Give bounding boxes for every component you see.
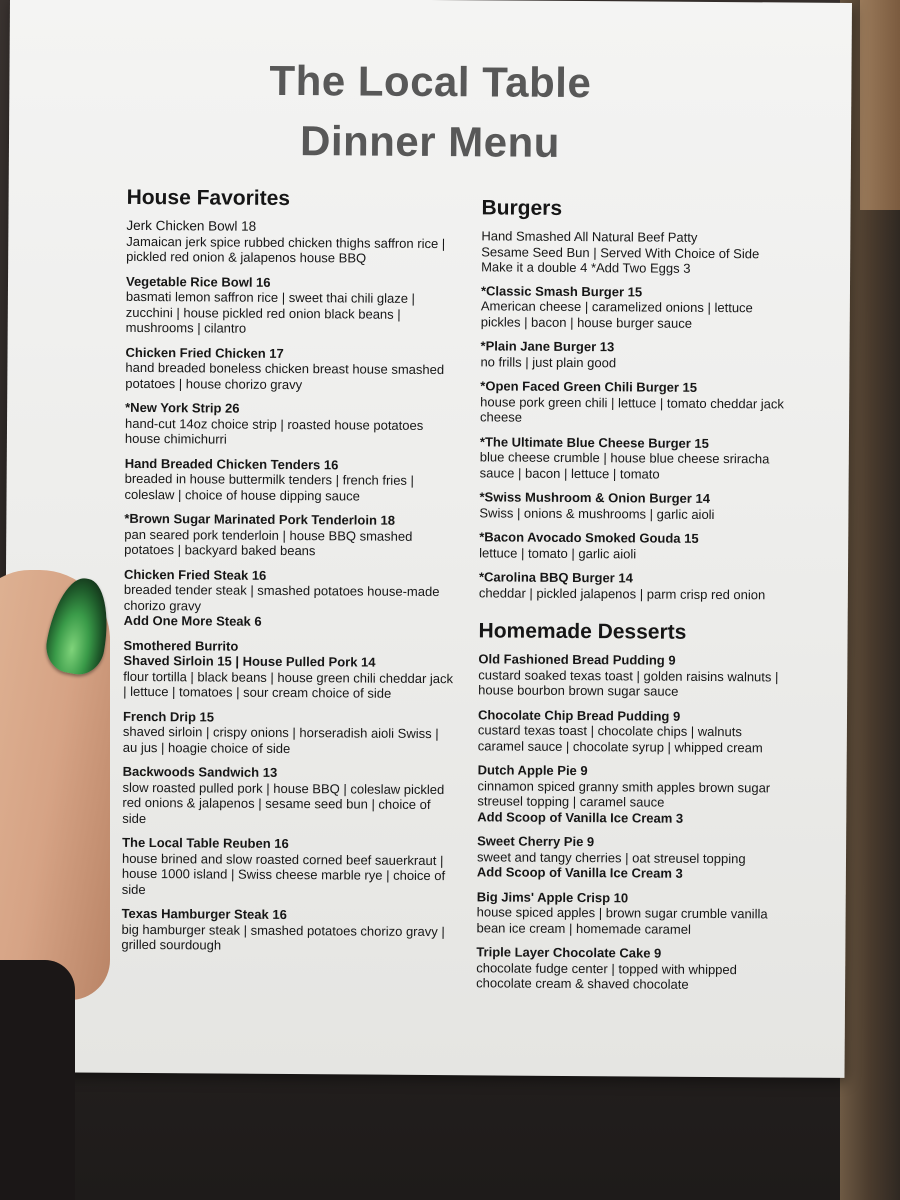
- item-options: Shaved Sirloin 15 | House Pulled Pork 14: [123, 652, 376, 670]
- burgers-desserts-column: [476, 196, 792, 1002]
- item-addon: Add One More Steak 6: [123, 612, 262, 629]
- menu-item: [476, 889, 786, 938]
- house-favorites-column: [121, 186, 456, 964]
- item-description: slow roasted pulled pork | house BBQ | coleslaw pickled red onions & jalapenos | sesame seed bun | choice of side: [122, 779, 445, 826]
- menu-item: [478, 707, 788, 756]
- item-name: Big Jims' Apple Crisp 10: [476, 888, 629, 905]
- burgers-intro-line: Sesame Seed Bun | Served With Choice of Side: [481, 243, 760, 261]
- burgers-intro: [481, 228, 791, 277]
- item-name: Triple Layer Chocolate Cake 9: [476, 944, 662, 961]
- menu-item: [126, 273, 456, 337]
- item-description: shaved sirloin | crispy onions | horseradish aioli Swiss | au jus | hoagie choice of side: [122, 723, 439, 756]
- menu-item: [476, 944, 786, 993]
- item-name: The Local Table Reuben 16: [122, 834, 289, 852]
- menu-item: [477, 762, 787, 826]
- item-name: Vegetable Rice Bowl 16: [125, 273, 271, 290]
- menu-item: [480, 378, 790, 427]
- menu-sheet: [3, 0, 852, 1078]
- item-name: *Plain Jane Burger 13: [480, 338, 615, 355]
- item-name: *Bacon Avocado Smoked Gouda 15: [479, 529, 699, 546]
- menu-item: [480, 434, 790, 483]
- item-description: sweet and tangy cherries | oat streusel topping: [476, 848, 746, 866]
- item-name: *The Ultimate Blue Cheese Burger 15: [479, 433, 709, 451]
- menu-item: [126, 218, 456, 267]
- menu-item: [122, 764, 452, 828]
- menu-item: [479, 529, 789, 562]
- item-name: Smothered Burrito: [123, 637, 239, 654]
- item-name: Chocolate Chip Bread Pudding 9: [477, 706, 681, 724]
- item-name: Texas Hamburger Steak 16: [121, 905, 287, 923]
- item-name: Backwoods Sandwich 13: [122, 763, 278, 780]
- section-heading-desserts: Homemade Desserts: [478, 619, 687, 644]
- item-description: house brined and slow roasted corned beef sauerkraut | house 1000 island | Swiss cheese marble rye | choice of side: [121, 850, 446, 897]
- menu-item: [122, 835, 452, 899]
- item-description: no frills | just plain good: [480, 353, 617, 370]
- item-addon: Add Scoop of Vanilla Ice Cream 3: [476, 864, 683, 881]
- item-addon: Add Scoop of Vanilla Ice Cream 3: [477, 808, 684, 826]
- background-object: [860, 0, 900, 210]
- item-name: *Carolina BBQ Burger 14: [478, 569, 633, 586]
- item-description: Jamaican jerk spice rubbed chicken thighs saffron rice | pickled red onion & jalapenos house BBQ: [126, 233, 446, 266]
- item-description: hand breaded boneless chicken breast house smashed potatoes | house chorizo gravy: [125, 359, 445, 392]
- item-description: hand-cut 14oz choice strip | roasted house potatoes house chimichurri: [124, 415, 424, 447]
- menu-item: [123, 637, 453, 701]
- item-name: Jerk Chicken Bowl 18: [126, 217, 257, 234]
- menu-item: [479, 489, 789, 522]
- menu-item: [125, 400, 455, 449]
- item-description: cheddar | pickled jalapenos | parm crisp red onion: [478, 584, 766, 602]
- item-name: Old Fashioned Bread Pudding 9: [478, 651, 676, 668]
- item-description: flour tortilla | black beans | house green chili cheddar jack | lettuce | tomatoes | sour cream choice of side: [123, 668, 454, 701]
- item-name: *Brown Sugar Marinated Pork Tenderloin 18: [124, 510, 396, 528]
- item-name: Hand Breaded Chicken Tenders 16: [124, 455, 339, 472]
- item-description: basmati lemon saffron rice | sweet thai chili glaze | zucchini | house pickled red onion black beans | mushrooms | cilantro: [125, 288, 416, 336]
- item-description: house pork green chili | lettuce | tomato cheddar jack cheese: [480, 393, 785, 425]
- item-name: *Swiss Mushroom & Onion Burger 14: [479, 489, 711, 506]
- menu-item: [121, 906, 451, 955]
- section-heading-burgers: Burgers: [481, 196, 563, 220]
- menu-item: [124, 566, 454, 630]
- item-description: blue cheese crumble | house blue cheese sriracha sauce | bacon | lettuce | tomato: [479, 449, 770, 482]
- restaurant-name: The Local Table: [269, 56, 592, 107]
- burgers-intro-line: Hand Smashed All Natural Beef Patty: [481, 228, 698, 245]
- menu-item: [479, 569, 789, 602]
- item-description: custard soaked texas toast | golden raisins walnuts | house bourbon brown sugar sauce: [478, 666, 779, 699]
- item-description: American cheese | caramelized onions | lettuce pickles | bacon | house burger sauce: [480, 298, 753, 331]
- item-name: Dutch Apple Pie 9: [477, 762, 588, 779]
- item-description: breaded tender steak | smashed potatoes house-made chorizo gravy: [123, 581, 440, 613]
- menu-item: [481, 283, 791, 332]
- item-name: *Classic Smash Burger 15: [480, 282, 643, 299]
- menu-title: Dinner Menu: [299, 117, 561, 166]
- item-description: big hamburger steak | smashed potatoes chorizo gravy | grilled sourdough: [121, 921, 445, 953]
- item-name: Chicken Fried Steak 16: [123, 566, 267, 583]
- menu-item: [477, 833, 787, 882]
- item-description: lettuce | tomato | garlic aioli: [479, 544, 637, 561]
- item-description: Swiss | onions & mushrooms | garlic aioli: [479, 504, 715, 522]
- menu-item: [480, 338, 790, 371]
- menu-item: [123, 708, 453, 757]
- sleeve: [0, 960, 75, 1200]
- item-description: custard texas toast | chocolate chips | walnuts caramel sauce | chocolate syrup | whipped cream: [477, 722, 763, 755]
- menu-item: [478, 651, 788, 700]
- section-heading-house-favorites: House Favorites: [126, 185, 291, 211]
- item-description: chocolate fudge center | topped with whipped chocolate cream & shaved chocolate: [476, 959, 737, 992]
- item-description: breaded in house buttermilk tenders | french fries | coleslaw | choice of house dipping sauce: [124, 470, 414, 504]
- item-name: Chicken Fried Chicken 17: [125, 344, 284, 361]
- item-name: *Open Faced Green Chili Burger 15: [480, 378, 698, 395]
- menu-item: [124, 511, 454, 560]
- menu-item: [124, 455, 454, 504]
- menu-item: [125, 344, 455, 393]
- burgers-intro-line: Make it a double 4 *Add Two Eggs 3: [481, 259, 691, 276]
- item-name: Sweet Cherry Pie 9: [477, 833, 595, 850]
- item-name: *New York Strip 26: [125, 399, 240, 416]
- item-description: cinnamon spiced granny smith apples brown sugar streusel topping | caramel sauce: [477, 777, 771, 810]
- item-description: house spiced apples | brown sugar crumble vanilla bean ice cream | homemade caramel: [476, 904, 768, 937]
- item-name: French Drip 15: [122, 708, 215, 725]
- item-description: pan seared pork tenderloin | house BBQ smashed potatoes | backyard baked beans: [124, 526, 413, 559]
